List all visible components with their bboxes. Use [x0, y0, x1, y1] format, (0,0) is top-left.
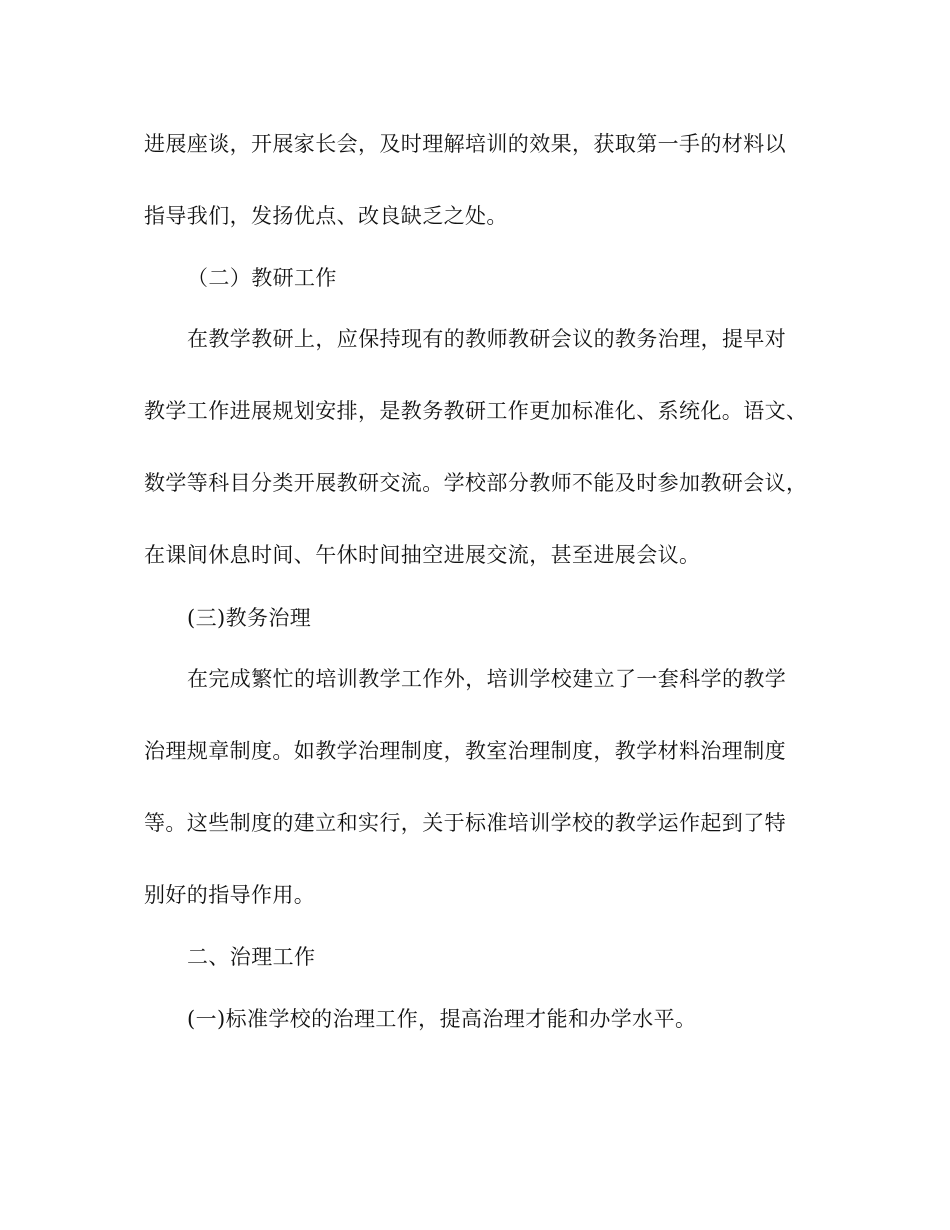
section-heading: 二、治理工作 [187, 945, 316, 969]
paragraph-line: 别好的指导作用。 [144, 883, 316, 907]
section-heading: (一)标准学校的治理工作，提高治理才能和办学水平。 [187, 1007, 697, 1031]
section-heading: (三)教务治理 [187, 606, 312, 630]
paragraph-line: 在完成繁忙的培训教学工作外，培训学校建立了一套科学的教学 [187, 667, 787, 691]
paragraph-line: 治理规章制度。如教学治理制度，教室治理制度，教学材料治理制度 [144, 739, 786, 763]
paragraph-line: 教学工作进展规划安排，是教务教研工作更加标准化、系统化。语文、 [144, 399, 808, 423]
paragraph-line: 数学等科目分类开展教研交流。学校部分教师不能及时参加教研会议， [144, 471, 808, 495]
paragraph-line: 在课间休息时间、午休时间抽空进展交流，甚至进展会议。 [144, 543, 701, 567]
section-heading: （二）教研工作 [187, 266, 337, 290]
paragraph-line: 在教学教研上，应保持现有的教师教研会议的教务治理，提早对 [187, 327, 787, 351]
paragraph-line: 等。这些制度的建立和实行，关于标准培训学校的教学运作起到了特 [144, 811, 786, 835]
paragraph-line: 指导我们，发扬优点、改良缺乏之处。 [144, 204, 508, 228]
paragraph-line: 进展座谈，开展家长会，及时理解培训的效果，获取第一手的材料以 [144, 132, 786, 156]
